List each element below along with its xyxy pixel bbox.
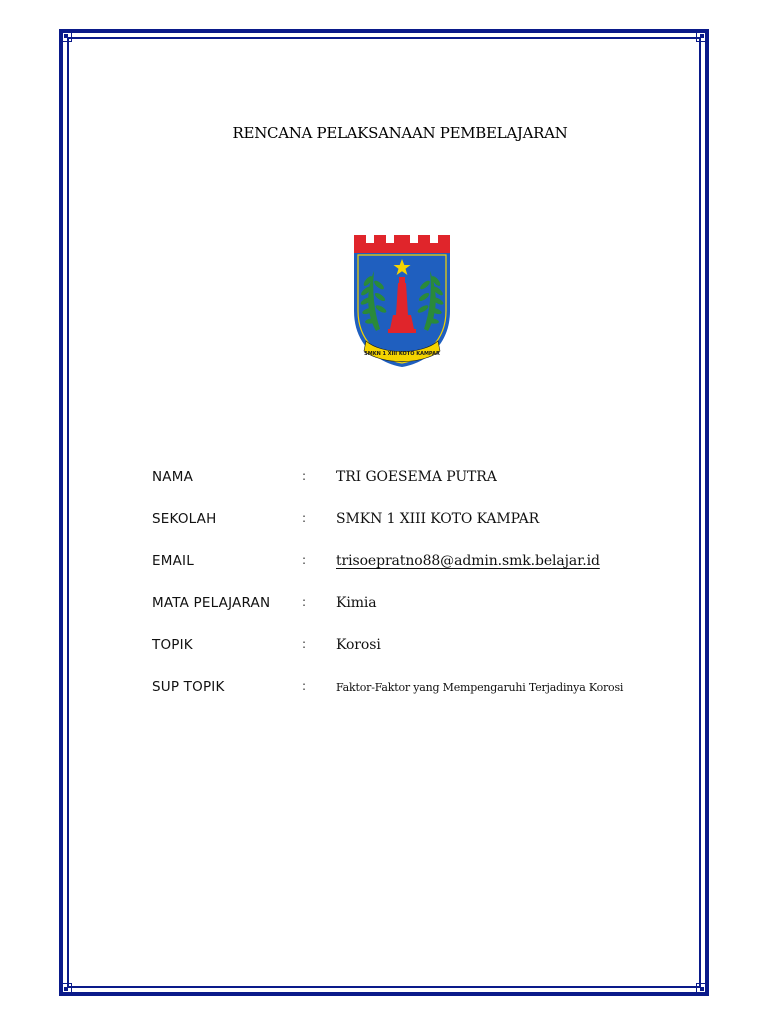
corner-ornament-icon [60, 983, 72, 995]
crest-ribbon-text: SMKN 1 XIII KOTO KAMPAR [364, 351, 440, 357]
info-label: NAMA [152, 469, 194, 485]
corner-ornament-icon [696, 983, 708, 995]
info-value-topik: Korosi [336, 637, 381, 653]
info-label: EMAIL [152, 553, 194, 569]
info-colon: : [302, 595, 307, 609]
info-label: TOPIK [152, 637, 193, 653]
corner-ornament-icon [696, 30, 708, 42]
info-label: MATA PELAJARAN [152, 595, 271, 611]
info-value-sup-topik: Faktor-Faktor yang Mempengaruhi Terjadinya Korosi [336, 681, 624, 694]
info-value-mata-pelajaran: Kimia [336, 595, 377, 611]
info-label: SUP TOPIK [152, 679, 225, 695]
info-colon: : [302, 679, 307, 693]
info-colon: : [302, 511, 307, 525]
email-link[interactable]: trisoepratno88@admin.smk.belajar.id [336, 553, 600, 569]
info-colon: : [302, 553, 307, 567]
info-colon: : [302, 637, 307, 651]
info-colon: : [302, 469, 307, 483]
info-label: SEKOLAH [152, 511, 217, 527]
corner-ornament-icon [60, 30, 72, 42]
school-crest-icon [352, 233, 452, 369]
page-title: RENCANA PELAKSANAAN PEMBELAJARAN [232, 124, 568, 142]
info-value-sekolah: SMKN 1 XIII KOTO KAMPAR [336, 511, 540, 527]
info-value-nama: TRI GOESEMA PUTRA [336, 469, 497, 485]
